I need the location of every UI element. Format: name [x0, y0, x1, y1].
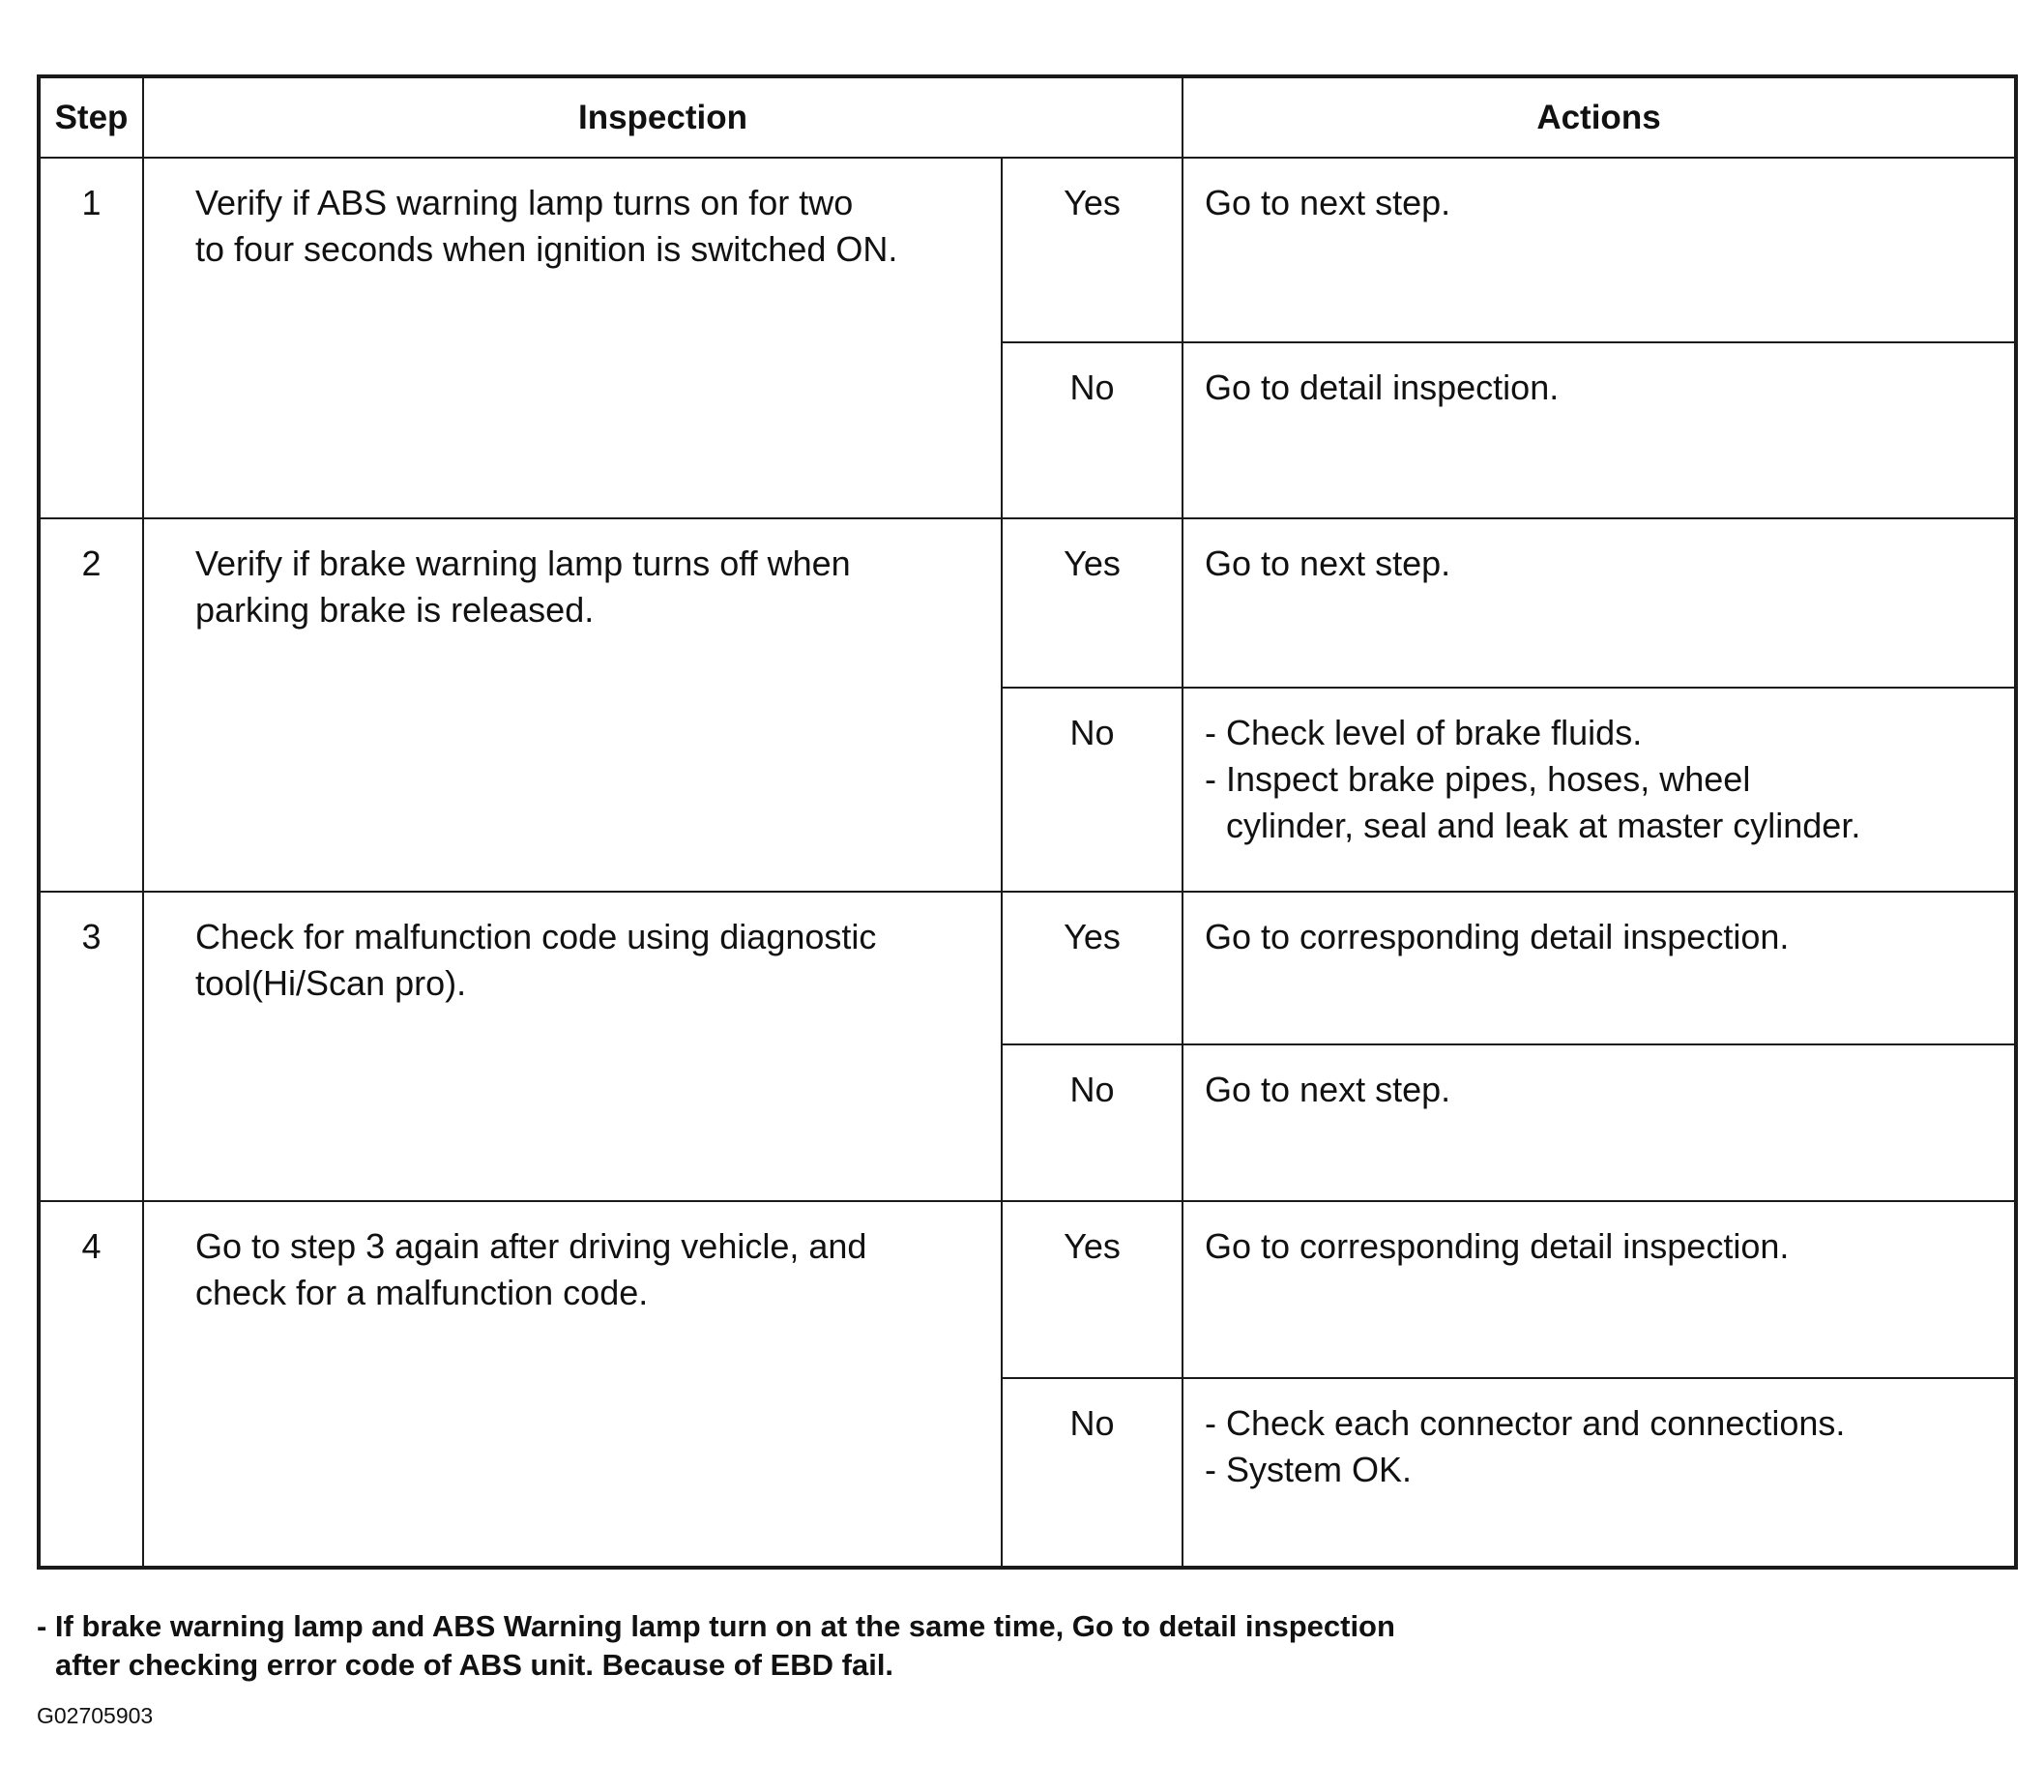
no-action: [1183, 1044, 2016, 1200]
table-row: [39, 1201, 2016, 1379]
no-label: No: [1002, 1044, 1183, 1200]
yes-action: [1183, 518, 2016, 688]
no-label: No: [1002, 1378, 1183, 1568]
header-actions: Actions: [1183, 76, 2016, 158]
no-action: [1183, 1378, 2016, 1568]
yes-label: Yes: [1002, 1201, 1183, 1379]
action-line: - Inspect brake pipes, hoses, wheel: [1205, 759, 1751, 800]
inspection-line: parking brake is released.: [195, 590, 595, 631]
yes-label: Yes: [1002, 518, 1183, 688]
action-line: - System OK.: [1205, 1450, 1413, 1490]
table-row: [39, 158, 2016, 342]
action-line: - Check each connector and connections.: [1205, 1403, 1846, 1444]
inspection-line: Verify if ABS warning lamp turns on for two: [195, 183, 854, 222]
table-row: [39, 518, 2016, 688]
no-action: [1183, 342, 2016, 519]
inspection-line: check for a malfunction code.: [195, 1272, 649, 1312]
footnote: [37, 1607, 1395, 1685]
header-inspection: Inspection: [143, 76, 1183, 158]
inspection-line: Verify if brake warning lamp turns off when: [195, 543, 851, 584]
action-line: cylinder, seal and leak at master cylinder.: [1226, 806, 1861, 846]
step-number: 2: [39, 518, 143, 892]
action-line: Go to next step.: [1205, 1070, 1451, 1110]
inspection-text: [143, 892, 1002, 1201]
figure-code: G02705903: [37, 1703, 154, 1728]
action-line: Go to detail inspection.: [1205, 367, 1560, 407]
inspection-text: [143, 518, 1002, 892]
action-line: - Check level of brake fluids.: [1205, 713, 1643, 753]
inspection-table: [37, 74, 2018, 1570]
yes-label: Yes: [1002, 158, 1183, 342]
action-line: Go to corresponding detail inspection.: [1205, 1225, 1790, 1266]
header-step: Step: [39, 76, 143, 158]
action-line: Go to corresponding detail inspection.: [1205, 917, 1790, 957]
yes-action: [1183, 158, 2016, 342]
inspection-line: to four seconds when ignition is switched ON.: [195, 229, 898, 269]
step-number: 3: [39, 892, 143, 1201]
step-number: 4: [39, 1201, 143, 1568]
step-number: 1: [39, 158, 143, 518]
action-line: Go to next step.: [1205, 543, 1451, 584]
inspection-line: Go to step 3 again after driving vehicle, and: [195, 1225, 867, 1266]
yes-label: Yes: [1002, 892, 1183, 1044]
yes-action: [1183, 1201, 2016, 1379]
table-row: [39, 892, 2016, 1044]
footnote-line: - If brake warning lamp and ABS Warning lamp turn on at the same time, Go to detail inspection: [37, 1609, 1395, 1643]
no-label: No: [1002, 688, 1183, 892]
no-label: No: [1002, 342, 1183, 519]
yes-action: [1183, 892, 2016, 1044]
inspection-line: tool(Hi/Scan pro).: [195, 963, 467, 1004]
inspection-text: [143, 158, 1002, 518]
action-line: Go to next step.: [1205, 183, 1451, 222]
no-action: [1183, 688, 2016, 892]
inspection-text: [143, 1201, 1002, 1568]
footnote-line: after checking error code of ABS unit. Because of EBD fail.: [55, 1648, 894, 1682]
table-header-row: [39, 76, 2016, 158]
inspection-line: Check for malfunction code using diagnostic: [195, 917, 877, 957]
